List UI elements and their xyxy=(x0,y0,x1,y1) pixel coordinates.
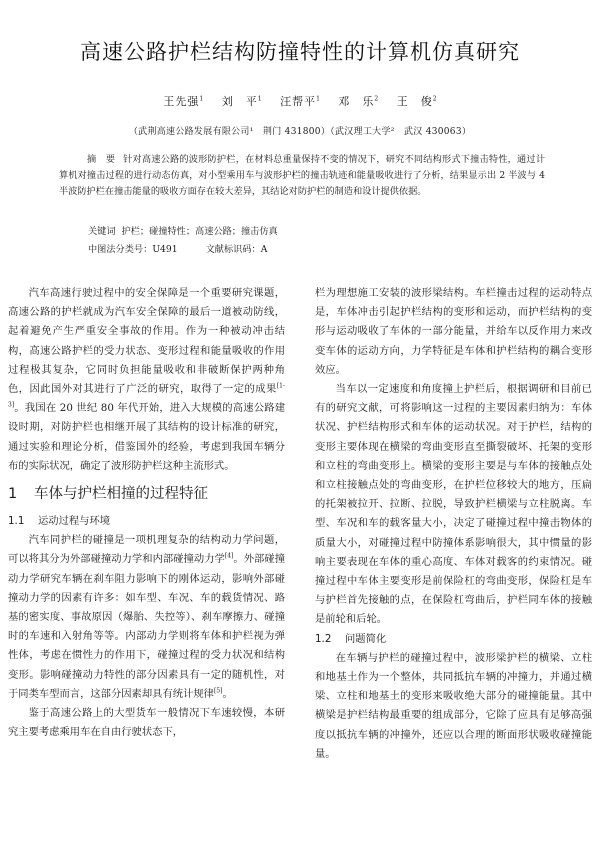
body-paragraph: 汽车高速行驶过程中的安全保障是一个重要研究课题，高速公路的护栏就成为汽车安全保障的最后一道被动防线，起着避免产生严重安全事故的作用。作为一种被动冲击结构，高速公路护栏的受力状态、变形过程和能量吸收的作用过程极其复杂，它同时负担能量吸收和非破断保护两种角色，因此国外对其进行了广泛的研究，取得了一定的成果[1-3]。我国在 20 世纪 80 年代开始，进入大规模的高速公路建设时期，对防护栏也相继开展了其结构的设计标准的研究，通过实验和理论分析，借鉴国外的经验，考虑到我国车辆分布的实际状况，确定了波形防护栏这种主流形式。 xyxy=(8,287,285,472)
body-paragraph: 当车以一定速度和角度撞上护栏后，根据调研和目前已有的研究文献，可将影响这一过程的主要因素归纳为：车体状况、护栏结构形式和车体的运动状况。对于护栏，结构的变形主要体现在横梁的弯曲变形直至撕裂破坏、托架的变形和立柱的弯曲变形上。横梁的变形主要是与车体的接触点处和立柱接触点处的弯曲变形，在护栏位移较大的地方，压扁的托架被拉开、拉断、拉脱，导致护栏横梁与立柱脱离。车型、车况和车的载客量大小，决定了碰撞过程中撞击物体的质量大小，对碰撞过程中防撞体系影响很大，其中惯量的影响主要表现在车体的重心高度、车体对载客的约束情况。碰撞过程中车体主要变形是前保险杠的弯曲变形，保险杠是车与护栏首先接触的点，在保险杠弯曲后，护栏同车体的接触是前轮和后轮。 xyxy=(315,383,592,626)
doc-code-value: A xyxy=(260,244,268,255)
clc-value: U491 xyxy=(152,244,178,255)
body-paragraph: 鉴于高速公路上的大型货车一般情况下车速较慢，本研究主要考虑乘用车在自由行驶状态下， xyxy=(8,707,285,739)
section-heading: 1 车体与护栏相撞的过程特征 xyxy=(8,486,208,503)
body-paragraph: 栏为理想施工安装的波形梁结构。车栏撞击过程的运动特点是，车体冲击引起护栏结构的变形和运动，而护栏结构的变形与运动吸收了车体的一部分能量，并给车以反作用力来改变车体的运动方向，力学特征是车体和护栏结构的耦合变形效应。 xyxy=(315,287,592,376)
keywords-label: 关键词 xyxy=(88,226,116,237)
abstract xyxy=(59,152,545,200)
affiliation: （武荆高速公路发展有限公司¹ 荆门 431800）（武汉理工大学² 武汉 430063） xyxy=(128,127,472,137)
paper-title: 高速公路护栏结构防撞特性的计算机仿真研究 xyxy=(80,40,520,64)
abstract-text: 针对高速公路的波形防护栏，在材料总重量保持不变的情况下，研究不同结构形式下撞击特性，通过计算机对撞击过程的进行动态仿真，对小型乘用车与波形护栏的撞击轨迹和能量吸收进行了分析，结果显示出 2 半波与 4 半波防护栏在撞击能量的吸收方面存在较大差异，其结论对防护栏的制造和设计提供依据。 xyxy=(59,154,546,197)
citation: [4] xyxy=(224,553,234,561)
keywords-text: 护栏；碰撞特性；高速公路；撞击仿真 xyxy=(121,226,278,237)
author-list xyxy=(0,93,600,109)
classification xyxy=(88,242,267,258)
keywords xyxy=(88,224,278,240)
subsection-heading: 1.1 运动过程与环境 xyxy=(8,515,111,528)
right-column xyxy=(315,284,592,764)
author: 刘 平$^1$ xyxy=(221,95,262,108)
clc-label: 中图法分类号： xyxy=(88,244,153,255)
author: 王先强$^1$ xyxy=(163,95,204,108)
abstract-label: 摘 要 xyxy=(87,154,116,165)
citation: [1-3] xyxy=(8,382,285,409)
author: 邓 乐$^2$ xyxy=(338,95,379,108)
body-paragraph: 在车辆与护栏的碰撞过程中，波形梁护栏的横梁、立柱和地基土作为一个整体，共同抵抗车辆的冲撞力，并通过横梁、立柱和地基土的变形来吸收绝大部分的碰撞能量。其中横梁是护栏结构最重要的组成部分，它除了应具有足够高强度以抵抗车辆的冲撞外，还应以合理的断面形状吸收碰撞能量。 xyxy=(315,651,592,760)
subsection-heading: 1.2 问题简化 xyxy=(315,632,387,645)
left-column xyxy=(8,284,285,742)
body-paragraph: 汽车同护栏的碰撞是一项机理复杂的结构动力学问题，可以将其分为外部碰撞动力学和内部碰撞动力学[4]。外部碰撞动力学研究车辆在刹车阻力影响下的刚体运动，影响外部碰撞动力学的因素有许多：如车型、车况、车的载货情况、路基的密实度、事故原因（爆胎、失控等）、刹车摩擦力、碰撞时的车速和入射角等等。内部动力学则将车体和护栏视为弹性体，考虑在惯性力的作用下，碰撞过程的受力状况和结构变形。影响碰撞动力特性的部分因素具有一定的随机性，对于同类车型而言，这部分因素却具有统计规律[5]。 xyxy=(8,534,286,700)
doc-code-label: 文献标识码： xyxy=(205,244,261,255)
author: 汪帮平$^1$ xyxy=(280,95,320,108)
citation: [5] xyxy=(213,687,223,695)
author: 王 俊$^2$ xyxy=(396,95,437,108)
